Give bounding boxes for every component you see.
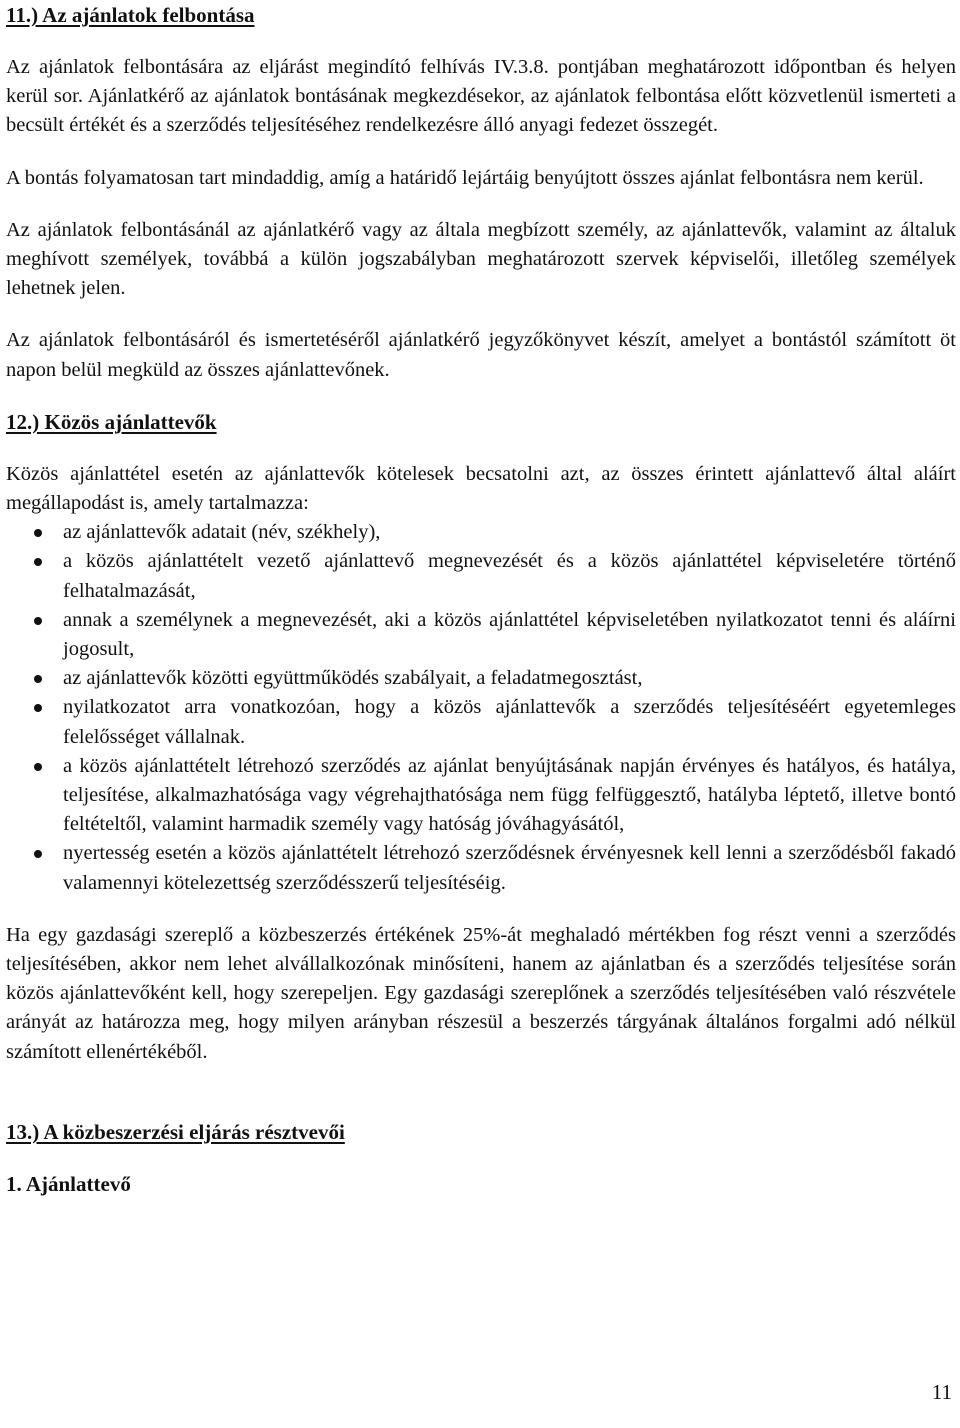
section-11-heading: 11.) Az ajánlatok felbontása: [6, 3, 255, 27]
list-item: a közös ajánlattételt létrehozó szerződés az ajánlat benyújtásának napján érvényes és hatályos, és hatálya, teljesítése, alkalmazhatósága vagy végrehajthatósága nem függ felfüggesztő, hatályba léptető, illetve bontó feltételtől, valamint harmadik személy vagy hatóság jóváhagyásától,: [6, 752, 956, 840]
section-11-paragraph-4: Az ajánlatok felbontásáról és ismertetéséről ajánlatkérő jegyzőkönyvet készít, amelyet a bontástól számított öt napon belül megküld az összes ajánlattevőnek.: [6, 329, 956, 381]
section-13-subheading: 1. Ajánlattevő: [6, 1171, 131, 1196]
list-item: az ajánlattevők közötti együttműködés szabályait, a feladatmegosztást,: [6, 664, 956, 693]
section-11-paragraph-3: Az ajánlatok felbontásánál az ajánlatkérő vagy az általa megbízott személy, az ajánlattevők, valamint az általuk meghívott személyek, továbbá a külön jogszabályban meghatározott szervek képviselői, illetőleg személyek lehetnek jelen.: [6, 218, 956, 300]
section-13-heading: 13.) A közbeszerzési eljárás résztvevői: [6, 1119, 345, 1144]
list-item: a közös ajánlattételt vezető ajánlattevő megnevezését és a közös ajánlattétel képviseletére történő felhatalmazását,: [6, 547, 956, 605]
bullet-icon: [34, 558, 42, 566]
bullet-icon: [34, 763, 42, 771]
section-12-closing: Ha egy gazdasági szereplő a közbeszerzés értékének 25%-át meghaladó mértékben fog részt venni a szerződés teljesítésében, akkor nem lehet alvállalkozónak minősíteni, hanem az ajánlatban és a szerződés teljesítése során közös ajánlattevőként kell, hogy szerepeljen. Egy gazdasági szereplőnek a szerződés teljesítésében való részvétele arányát az határozza meg, hogy milyen arányban részesül a beszerzés tárgyának általános forgalmi adó nélkül számított ellenértékéből.: [6, 923, 956, 1063]
section-12-heading: 12.) Közös ajánlattevők: [6, 409, 217, 434]
requirements-list: [6, 518, 956, 898]
bullet-icon: [34, 529, 42, 537]
section-12-intro: Közös ajánlattétel esetén az ajánlattevők kötelesek becsatolni azt, az összes érintett ajánlattevő által aláírt megállapodást is, amely tartalmazza:: [6, 462, 956, 515]
list-item: az ajánlattevők adatait (név, székhely),: [6, 518, 956, 547]
bullet-icon: [34, 675, 42, 683]
page-number: 11: [931, 1380, 952, 1404]
section-11-paragraph-2: A bontás folyamatosan tart mindaddig, amíg a határidő lejártáig benyújtott összes ajánlat felbontásra nem kerül.: [6, 166, 924, 189]
list-item: nyilatkozatot arra vonatkozóan, hogy a közös ajánlattevők a szerződés teljesítéséért egyetemleges felelősséget vállalnak.: [6, 693, 956, 751]
section-11-paragraph-1: Az ajánlatok felbontására az eljárást megindító felhívás IV.3.8. pontjában meghatározott időpontban és helyen kerül sor. Ajánlatkérő az ajánlatok bontásának megkezdésekor, az ajánlatok felbontása előtt közvetlenül ismerteti a becsült értékét és a szerződés teljesítéséhez rendelkezésre álló anyagi fedezet összegét.: [6, 56, 956, 137]
bullet-icon: [34, 850, 42, 858]
list-item: nyertesség esetén a közös ajánlattételt létrehozó szerződésnek érvényesnek kell lenni a szerződésből fakadó valamennyi kötelezettség szerződésszerű teljesítéséig.: [6, 839, 956, 897]
bullet-icon: [34, 617, 42, 625]
document-page: [6, 0, 956, 1199]
list-item: annak a személynek a megnevezését, aki a közös ajánlattétel képviseletében nyilatkozatot tenni és aláírni jogosult,: [6, 606, 956, 664]
bullet-icon: [34, 704, 42, 712]
